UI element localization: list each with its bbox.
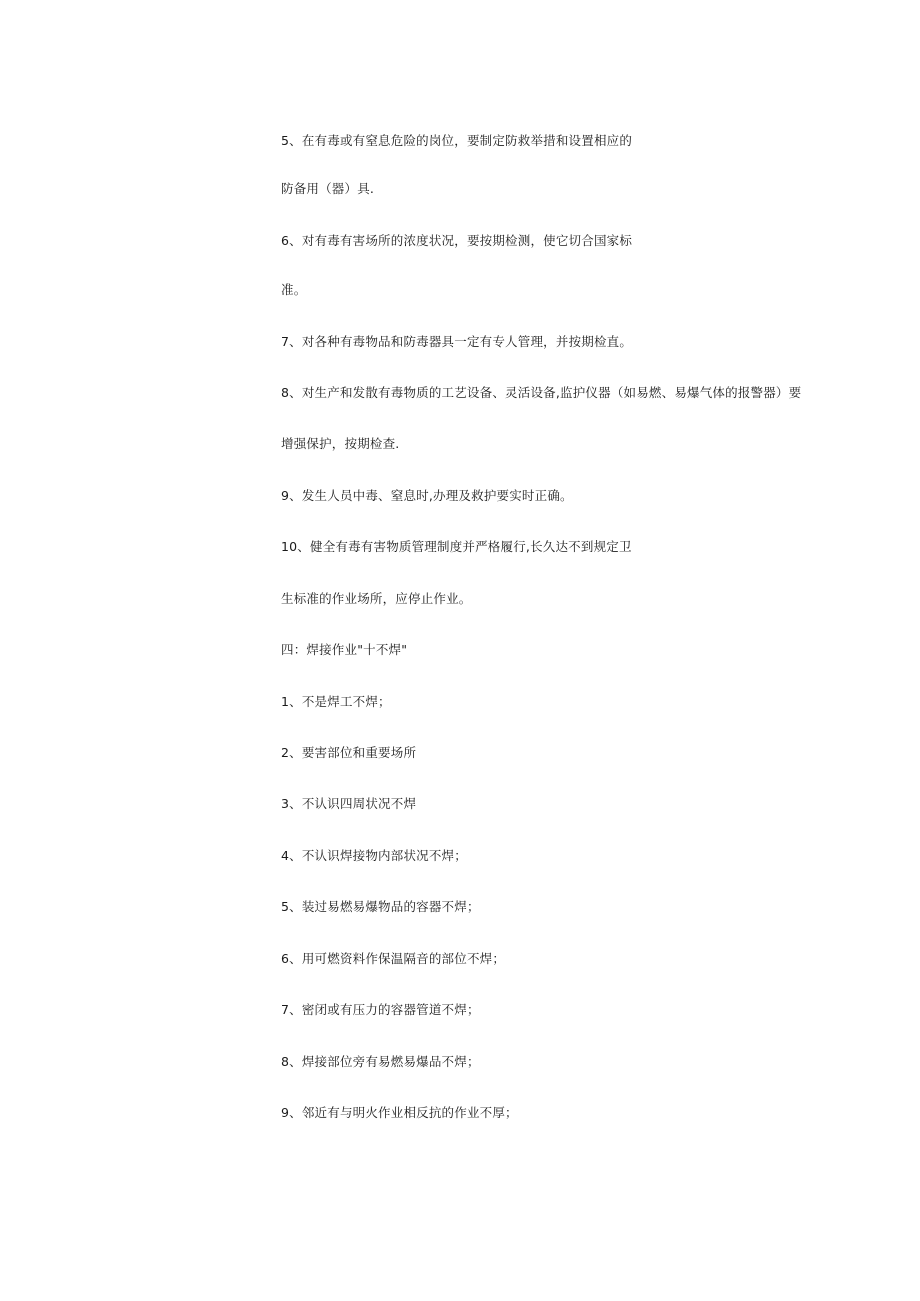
text-line: 5、在有毒或有窒息危险的岗位，要制定防救举措和设置相应的 [281, 133, 633, 148]
list-item: 9、邻近有与明火作业相反抗的作业不厚； [281, 1105, 518, 1120]
list-item: 2、要害部位和重要场所 [281, 745, 417, 760]
list-item: 5、装过易燃易爆物品的容器不焊； [281, 899, 480, 914]
text-line: 生标准的作业场所，应停止作业。 [281, 591, 472, 606]
text-line: 准。 [281, 282, 307, 297]
list-item: 4、不认识焊接物内部状况不焊； [281, 848, 467, 863]
list-item: 8、焊接部位旁有易燃易爆品不焊； [281, 1054, 480, 1069]
list-item: 1、不是焊工不焊； [281, 694, 391, 709]
text-line: 防备用（器）具. [281, 181, 375, 196]
list-item: 3、不认识四周状况不焊 [281, 796, 417, 811]
text-line: 6、对有毒有害场所的浓度状况，要按期检测，使它切合国家标 [281, 233, 633, 248]
list-item: 6、用可燃资料作保温隔音的部位不焊； [281, 951, 506, 966]
section-heading: 四：焊接作业"十不焊" [281, 642, 408, 657]
text-line: 7、对各种有毒物品和防毒器具一定有专人管理，并按期检直。 [281, 334, 633, 349]
text-line: 8、对生产和发散有毒物质的工艺设备、灵活设备,监护仪器（如易燃、易爆气体的报警器）要 [281, 385, 802, 400]
text-line: 10、健全有毒有害物质管理制度并严格履行,长久达不到规定卫 [281, 539, 632, 554]
text-line: 增强保护，按期检查. [281, 436, 400, 451]
text-line: 9、发生人员中毒、窒息时,办理及救护要实时正确。 [281, 488, 573, 503]
list-item: 7、密闭或有压力的容器管道不焊； [281, 1002, 480, 1017]
